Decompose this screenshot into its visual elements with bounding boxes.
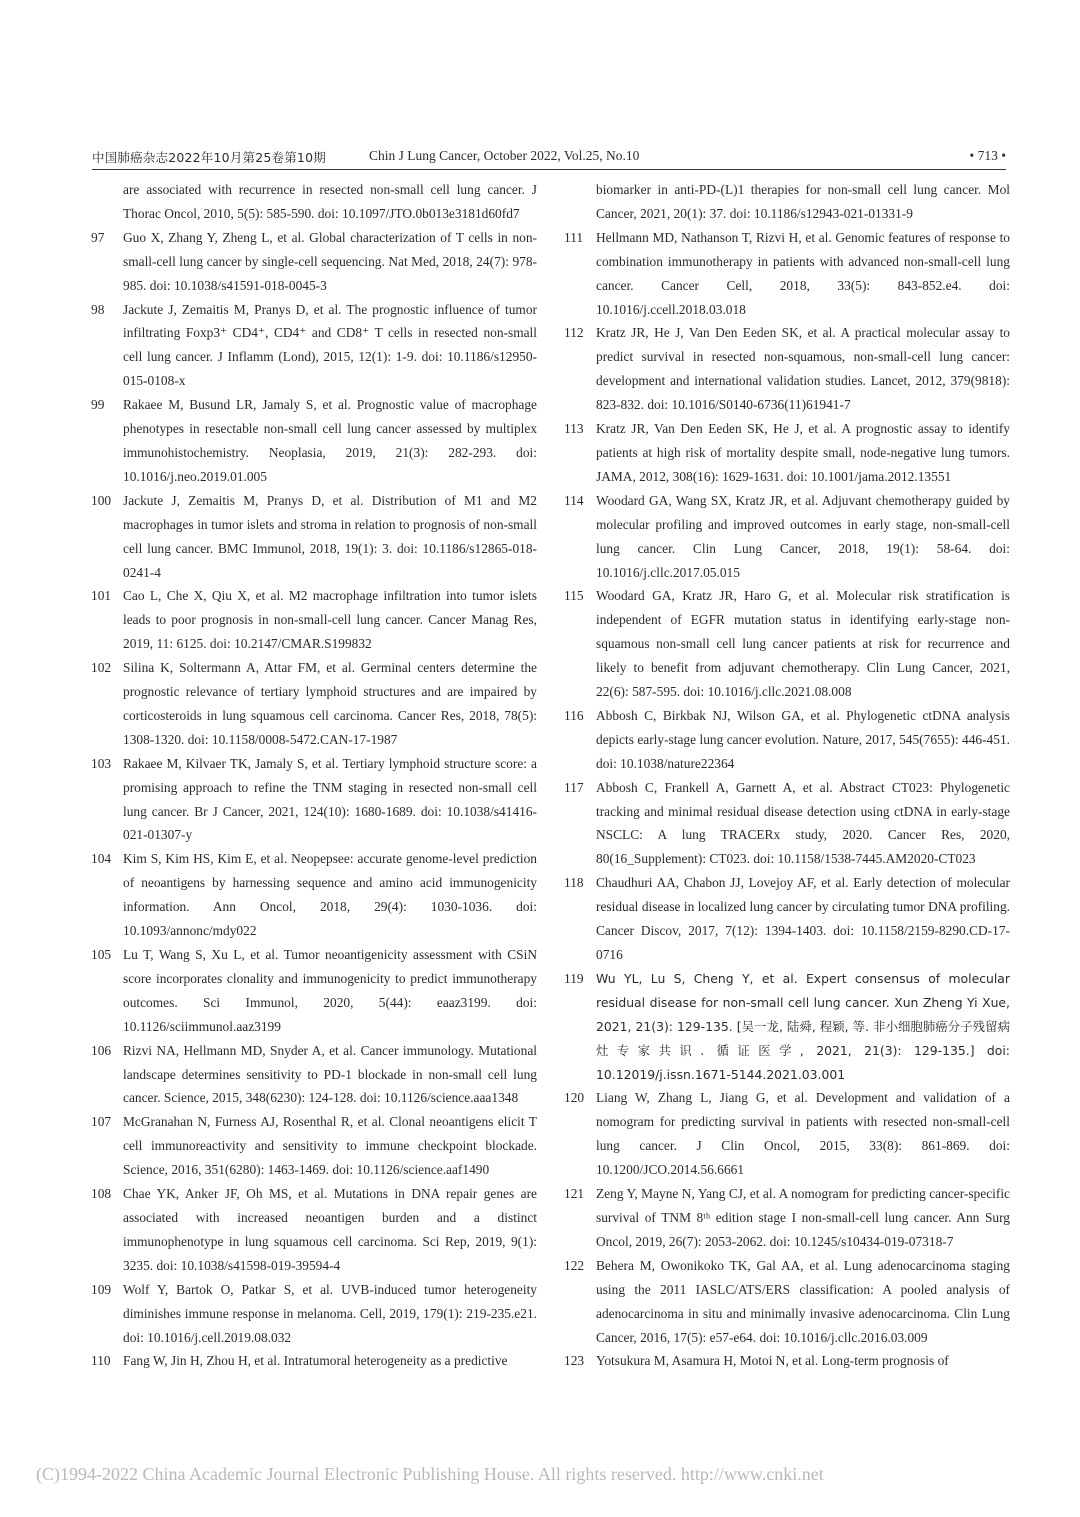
reference-item xyxy=(91,584,537,656)
reference-number: 108 xyxy=(91,1186,112,1202)
reference-number: 98 xyxy=(91,301,105,317)
reference-item xyxy=(564,776,1010,872)
reference-number: 120 xyxy=(564,1090,585,1106)
reference-text: Jackute J, Zemaitis M, Pranys D, et al. The prognostic influence of tumor infiltrating Foxp3⁺ CD4⁺, CD4⁺ and CD8⁺ T cells in resected non-small cell lung cancer. J Inflamm (Lond), 2015, 12(1): 1-9. doi: 10.1186/s12950-015-0108-x xyxy=(123,301,537,389)
reference-number: 100 xyxy=(91,492,112,508)
reference-item xyxy=(91,1110,537,1182)
reference-text: Chae YK, Anker JF, Oh MS, et al. Mutations in DNA repair genes are associated with increased neoantigen burden and a distinct immunophenotype in lung squamous cell carcinoma. Sci Rep, 2019, 9(1): 3235. doi: 10.1038/s41598-019-39594-4 xyxy=(123,1186,537,1273)
reference-number: 107 xyxy=(91,1114,112,1130)
reference-item xyxy=(564,226,1010,322)
reference-item xyxy=(564,584,1010,704)
reference-item xyxy=(91,1349,537,1373)
running-header xyxy=(92,146,1006,168)
reference-text: Rizvi NA, Hellmann MD, Snyder A, et al. Cancer immunology. Mutational landscape determines sensitivity to PD-1 blockade in non-small cell lung cancer. Science, 2015, 348(6230): 124-128. doi: 10.1126/science.aaa1348 xyxy=(123,1042,537,1106)
reference-item xyxy=(564,1086,1010,1182)
reference-text: Kratz JR, He J, Van Den Eeden SK, et al. A practical molecular assay to predict survival in resected non-squamous, non-small-cell lung cancer: development and international validation studies. Lancet, 2012, 379(9818): 823-832. doi: 10.1016/S0140-6736(11)61941-7 xyxy=(596,325,1010,413)
reference-text: Rakaee M, Kilvaer TK, Jamaly S, et al. Tertiary lymphoid structure score: a promising approach to refine the TNM staging in resected non-small cell lung cancer. Br J Cancer, 2021, 124(10): 1680-1689. doi: 10.1038/s41416-021-01307-y xyxy=(123,755,537,843)
reference-text: Yotsukura M, Asamura H, Motoi N, et al. Long-term prognosis of xyxy=(596,1353,949,1369)
reference-number: 116 xyxy=(564,707,584,723)
reference-item xyxy=(91,393,537,489)
reference-text: Cao L, Che X, Qiu X, et al. M2 macrophage infiltration into tumor islets leads to poor prognosis in non-small-cell lung cancer. Cancer Manag Res, 2019, 11: 6125. doi: 10.2147/CMAR.S199832 xyxy=(123,588,537,652)
reference-item xyxy=(91,847,537,943)
reference-text: Lu T, Wang S, Xu L, et al. Tumor neoantigenicity assessment with CSiN score incorporates clonality and immunogenicity to predict immunotherapy outcomes. Sci Immunol, 2020, 5(44): eaaz3199. doi: 10.1126/sciimmunol.aaz3199 xyxy=(123,947,537,1034)
reference-item xyxy=(564,321,1010,417)
reference-text: Abbosh C, Birkbak NJ, Wilson GA, et al. Phylogenetic ctDNA analysis depicts early-stage lung cancer evolution. Nature, 2017, 545(7655): 446-451. doi: 10.1038/nature22364 xyxy=(596,707,1010,771)
reference-number: 97 xyxy=(91,229,105,245)
reference-item xyxy=(564,489,1010,585)
reference-item xyxy=(564,1254,1010,1350)
reference-number: 114 xyxy=(564,492,584,508)
reference-number: 104 xyxy=(91,851,112,867)
reference-text: Wolf Y, Bartok O, Patkar S, et al. UVB-induced tumor heterogeneity diminishes immune response in melanoma. Cell, 2019, 179(1): 219-235.e21. doi: 10.1016/j.cell.2019.08.032 xyxy=(123,1281,537,1345)
reference-item xyxy=(564,1182,1010,1254)
reference-text: Jackute J, Zemaitis M, Pranys D, et al. Distribution of M1 and M2 macrophages in tumor islets and stroma in relation to prognosis of non-small cell lung cancer. BMC Immunol, 2018, 19(1): 3. doi: 10.1186/s12865-018-0241-4 xyxy=(123,492,537,580)
reference-text: Silina K, Soltermann A, Attar FM, et al. Germinal centers determine the prognostic relevance of tertiary lymphoid structures and are impaired by corticosteroids in lung squamous cell carcinoma. Cancer Res, 2018, 78(5): 1308-1320. doi: 10.1158/0008-5472.CAN-17-1987 xyxy=(123,660,537,747)
reference-text: Liang W, Zhang L, Jiang G, et al. Development and validation of a nomogram for predicting survival in patients with resected non-small-cell lung cancer. J Clin Oncol, 2015, 33(8): 861-869. doi: 10.1200/JCO.2014.56.6661 xyxy=(596,1090,1010,1178)
reference-item xyxy=(91,1182,537,1278)
reference-number: 121 xyxy=(564,1186,585,1202)
right-column xyxy=(564,178,1010,1373)
reference-item xyxy=(564,1349,1010,1373)
page-number: • 713 • xyxy=(969,148,1006,163)
reference-item xyxy=(91,226,537,298)
left-column xyxy=(91,178,537,1373)
reference-item xyxy=(564,967,1010,1087)
journal-title-cn: 中国肺癌杂志2022年10月第25卷第10期 xyxy=(92,150,326,165)
reference-text: Chaudhuri AA, Chabon JJ, Lovejoy AF, et al. Early detection of molecular residual disease in localized lung cancer by circulating tumor DNA profiling. Cancer Discov, 2017, 7(12): 1394-1403. doi: 10.1158/2159-8290.CD-17-0716 xyxy=(596,875,1010,962)
continued-reference: biomarker in anti-PD-(L)1 therapies for non-small cell lung cancer. Mol Cancer, 2021, 20(1): 37. doi: 10.1186/s12943-021-01331-9 xyxy=(596,182,1010,221)
reference-item xyxy=(91,752,537,848)
reference-text: Kim S, Kim HS, Kim E, et al. Neopepsee: accurate genome-level prediction of neoantigens by harnessing sequence and amino acid immunogenicity information. Ann Oncol, 2018, 29(4): 1030-1036. doi: 10.1093/annonc/mdy022 xyxy=(123,851,537,939)
reference-number: 112 xyxy=(564,325,584,341)
reference-text: Rakaee M, Busund LR, Jamaly S, et al. Prognostic value of macrophage phenotypes in resectable non-small cell lung cancer assessed by multiplex immunohistochemistry. Neoplasia, 2019, 21(3): 282-293. doi: 10.1016/j.neo.2019.01.005 xyxy=(123,397,537,484)
reference-text: Behera M, Owonikoko TK, Gal AA, et al. Lung adenocarcinoma staging using the 2011 IASLC/ATS/ERS classification: A pooled analysis of adenocarcinoma in situ and minimally invasive adenocarcinoma. Clin Lung Cancer, 2016, 17(5): e57-e64. doi: 10.1016/j.cllc.2016.03.009 xyxy=(596,1257,1010,1345)
reference-text: McGranahan N, Furness AJ, Rosenthal R, et al. Clonal neoantigens elicit T cell immunoreactivity and sensitivity to immune checkpoint blockade. Science, 2016, 351(6280): 1463-1469. doi: 10.1126/science.aaf1490 xyxy=(123,1114,537,1178)
reference-text: Hellmann MD, Nathanson T, Rizvi H, et al. Genomic features of response to combination immunotherapy in patients with advanced non-small-cell lung cancer. Cancer Cell, 2018, 33(5): 843-852.e4. doi: 10.1016/j.ccell.2018.03.018 xyxy=(596,229,1010,317)
reference-text: Guo X, Zhang Y, Zheng L, et al. Global characterization of T cells in non-small-cell lung cancer by single-cell sequencing. Nat Med, 2018, 24(7): 978-985. doi: 10.1038/s41591-018-0045-3 xyxy=(123,229,537,293)
reference-number: 123 xyxy=(564,1353,585,1369)
journal-title-en: Chin J Lung Cancer, October 2022, Vol.25, No.10 xyxy=(369,148,640,163)
reference-number: 101 xyxy=(91,588,112,604)
reference-number: 117 xyxy=(564,779,584,795)
reference-item xyxy=(91,489,537,585)
reference-number: 119 xyxy=(564,970,584,986)
continued-reference: are associated with recurrence in resected non-small cell lung cancer. J Thorac Oncol, 2010, 5(5): 585-590. doi: 10.1097/JTO.0b013e3181d60fd7 xyxy=(123,182,537,221)
copyright-footer: (C)1994-2022 China Academic Journal Electronic Publishing House. All rights reserved. http://www.cnki.net xyxy=(36,1464,824,1484)
reference-number: 122 xyxy=(564,1257,585,1273)
reference-item xyxy=(564,704,1010,776)
reference-text: Kratz JR, Van Den Eeden SK, He J, et al. A prognostic assay to identify patients at high risk of mortality despite small, node-negative lung tumors. JAMA, 2012, 308(16): 1629-1631. doi: 10.1001/jama.2012.13551 xyxy=(596,421,1010,484)
reference-number: 113 xyxy=(564,421,584,437)
reference-number: 103 xyxy=(91,755,112,771)
reference-item xyxy=(91,1278,537,1350)
reference-number: 105 xyxy=(91,947,112,962)
header-rule xyxy=(92,169,1006,170)
reference-number: 118 xyxy=(564,875,584,891)
reference-text: Woodard GA, Wang SX, Kratz JR, et al. Adjuvant chemotherapy guided by molecular profiling and improved outcomes in early stage, non-small-cell lung cancer. Clin Lung Cancer, 2018, 19(1): 58-64. doi: 10.1016/j.cllc.2017.05.015 xyxy=(596,492,1010,580)
reference-text: Wu YL, Lu S, Cheng Y, et al. Expert consensus of molecular residual disease for non-small cell lung cancer. Xun Zheng Yi Xue, 2021, 21(3): 129-135. [吴一龙, 陆舜, 程颖, 等. 非小细胞肺癌分子残留病灶专家共识. 循证医学, 2021, 21(3): 129-135.] doi: 10.12019/j.issn.1671-5144.2021.03.001 xyxy=(596,970,1010,1082)
reference-number: 99 xyxy=(91,397,105,413)
reference-number: 106 xyxy=(91,1042,112,1058)
reference-item xyxy=(564,417,1010,489)
reference-text: Fang W, Jin H, Zhou H, et al. Intratumoral heterogeneity as a predictive xyxy=(123,1353,508,1369)
reference-text: Woodard GA, Kratz JR, Haro G, et al. Molecular risk stratification is independent of EGFR mutation status in identifying early-stage non-squamous non-small cell lung cancer patients at risk for recurrence and likely to benefit from adjuvant chemotherapy. Clin Lung Cancer, 2021, 22(6): 587-595. doi: 10.1016/j.cllc.2021.08.008 xyxy=(596,588,1010,700)
reference-item xyxy=(91,656,537,752)
reference-number: 110 xyxy=(91,1353,111,1369)
reference-number: 109 xyxy=(91,1281,112,1297)
reference-item xyxy=(91,298,537,394)
reference-number: 111 xyxy=(564,229,584,245)
reference-item xyxy=(91,943,537,1039)
reference-text: Abbosh C, Frankell A, Garnett A, et al. Abstract CT023: Phylogenetic tracking and minimal residual disease detection using ctDNA in early-stage NSCLC: A lung TRACERx study, 2020. Cancer Res, 2020, 80(16_Supplement): CT023. doi: 10.1158/1538-7445.AM2020-CT023 xyxy=(596,779,1010,867)
reference-text: Zeng Y, Mayne N, Yang CJ, et al. A nomogram for predicting cancer-specific survival of TNM 8ᵗʰ edition stage I non-small-cell lung cancer. Ann Surg Oncol, 2019, 26(7): 2053-2062. doi: 10.1245/s10434-019-07318-7 xyxy=(596,1186,1010,1249)
reference-number: 102 xyxy=(91,660,112,676)
reference-item xyxy=(91,1039,537,1111)
reference-number: 115 xyxy=(564,588,584,604)
reference-item xyxy=(564,871,1010,967)
